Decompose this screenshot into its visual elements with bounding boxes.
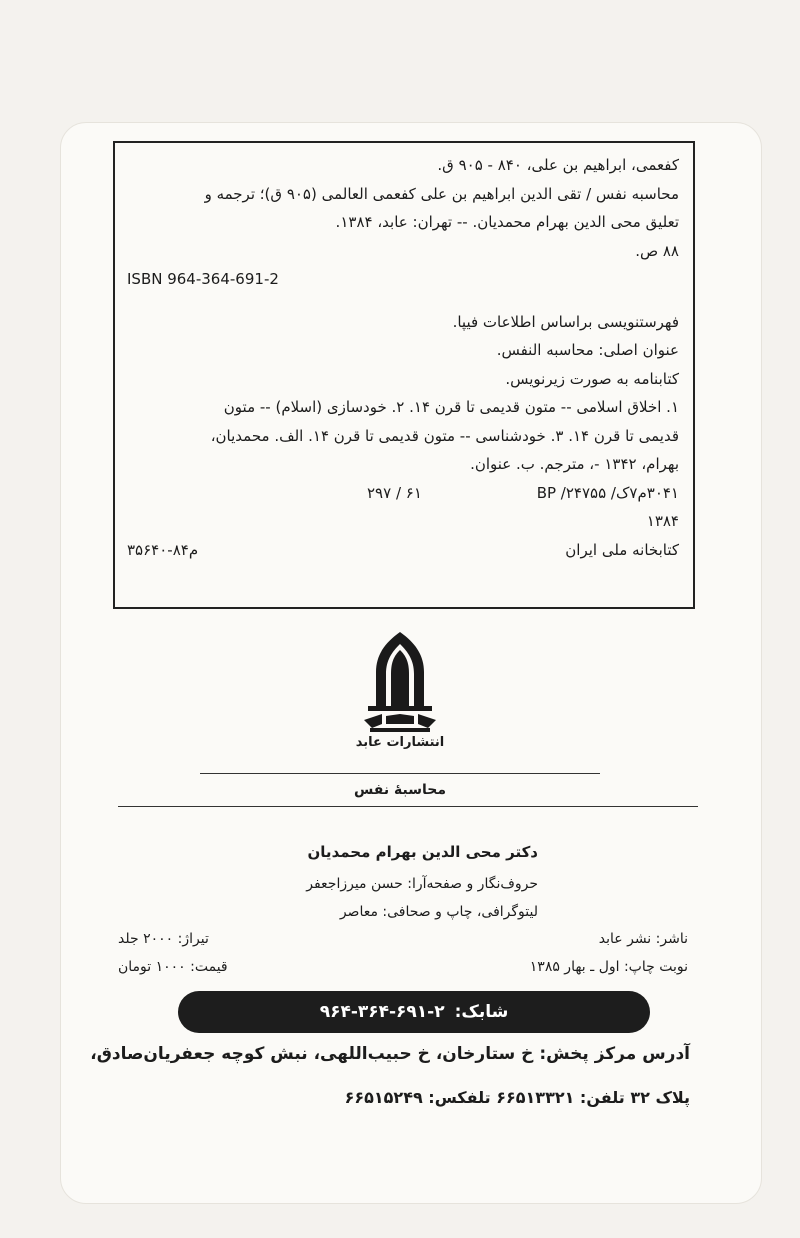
bottom-divider — [118, 806, 698, 807]
cip-imprint-line: تعلیق محی الدین بهرام محمدیان. -- تهران: عابد، ۱۳۸۴. — [335, 213, 679, 231]
cataloging-in-publication-box — [113, 141, 695, 609]
contact-phones: پلاک ۳۲ تلفن: ۶۶۵۱۳۳۲۱ تلفکس: ۶۶۵۱۵۲۴۹ — [344, 1088, 690, 1107]
top-divider — [200, 773, 600, 774]
cip-dewey-code: ۶۱ / ۲۹۷ — [367, 483, 422, 502]
cip-year: ۱۳۸۴ — [646, 512, 679, 530]
cip-subjects-line-3: بهرام، ۱۳۴۲ -، مترجم. ب. عنوان. — [470, 455, 679, 473]
edition: نوبت چاپ: اول ـ بهار ۱۳۸۵ — [529, 959, 688, 975]
cip-isbn-line: ISBN 964-364-691-2 — [127, 270, 279, 288]
price: قیمت: ۱۰۰۰ تومان — [118, 959, 228, 975]
cip-author-line: کفعمی، ابراهیم بن علی، ۸۴۰ - ۹۰۵ ق. — [437, 156, 679, 174]
distribution-address: آدرس مرکز پخش: خ ستارخان، خ حبیب‌اللهی، نبش کوچه جعفریان‌صادق، — [90, 1044, 690, 1064]
printing-credit: لیتوگرافی، چاپ و صحافی: معاصر — [339, 904, 538, 920]
cip-original-title: عنوان اصلی: محاسبه النفس. — [496, 341, 679, 359]
circulation: تیراژ: ۲۰۰۰ جلد — [118, 931, 209, 947]
isbn-number: ۹۶۴-۳۶۴-۶۹۱-۲ — [319, 1002, 445, 1022]
book-title: محاسبهٔ نفس — [354, 782, 446, 798]
cip-library-name: کتابخانه ملی ایران — [565, 540, 679, 559]
cip-pages-line: ۸۸ ص. — [635, 241, 679, 260]
isbn-bar — [178, 991, 650, 1033]
cip-classification-line — [127, 479, 679, 508]
publisher-name: انتشارات عابد — [355, 735, 445, 750]
publisher-label: ناشر: نشر عابد — [598, 931, 688, 947]
cip-classification-code: ۳۰۴۱م۷ک/ BP /۲۴۷۵۵ — [536, 483, 679, 502]
cip-subjects-line-1: ۱. اخلاق اسلامی -- متون قدیمی تا قرن ۱۴. ۲. خودسازی (اسلام) -- متون — [223, 398, 679, 416]
cip-bibliography-note: کتابنامه به صورت زیرنویس. — [505, 369, 679, 388]
cip-title-line: محاسبه نفس / تقی الدین ابراهیم بن علی کفعمی العالمی (۹۰۵ ق)؛ ترجمه و — [204, 184, 679, 203]
cip-national-number: م۸۴-۳۵۶۴۰ — [127, 540, 199, 559]
typesetting-credit: حروف‌نگار و صفحه‌آرا: حسن میرزاجعفر — [306, 876, 538, 892]
cip-library-line — [127, 536, 679, 565]
cip-subjects-line-2: قدیمی تا قرن ۱۴. ۳. خودشناسی -- متون قدیمی تا قرن ۱۴. الف. محمدیان، — [210, 426, 679, 445]
author-name: دکتر محی الدین بهرام محمدیان — [307, 843, 538, 861]
cip-note-fipa: فهرستنویسی براساس اطلاعات فیپا. — [452, 312, 679, 331]
isbn-label: شابک: — [454, 1002, 509, 1022]
